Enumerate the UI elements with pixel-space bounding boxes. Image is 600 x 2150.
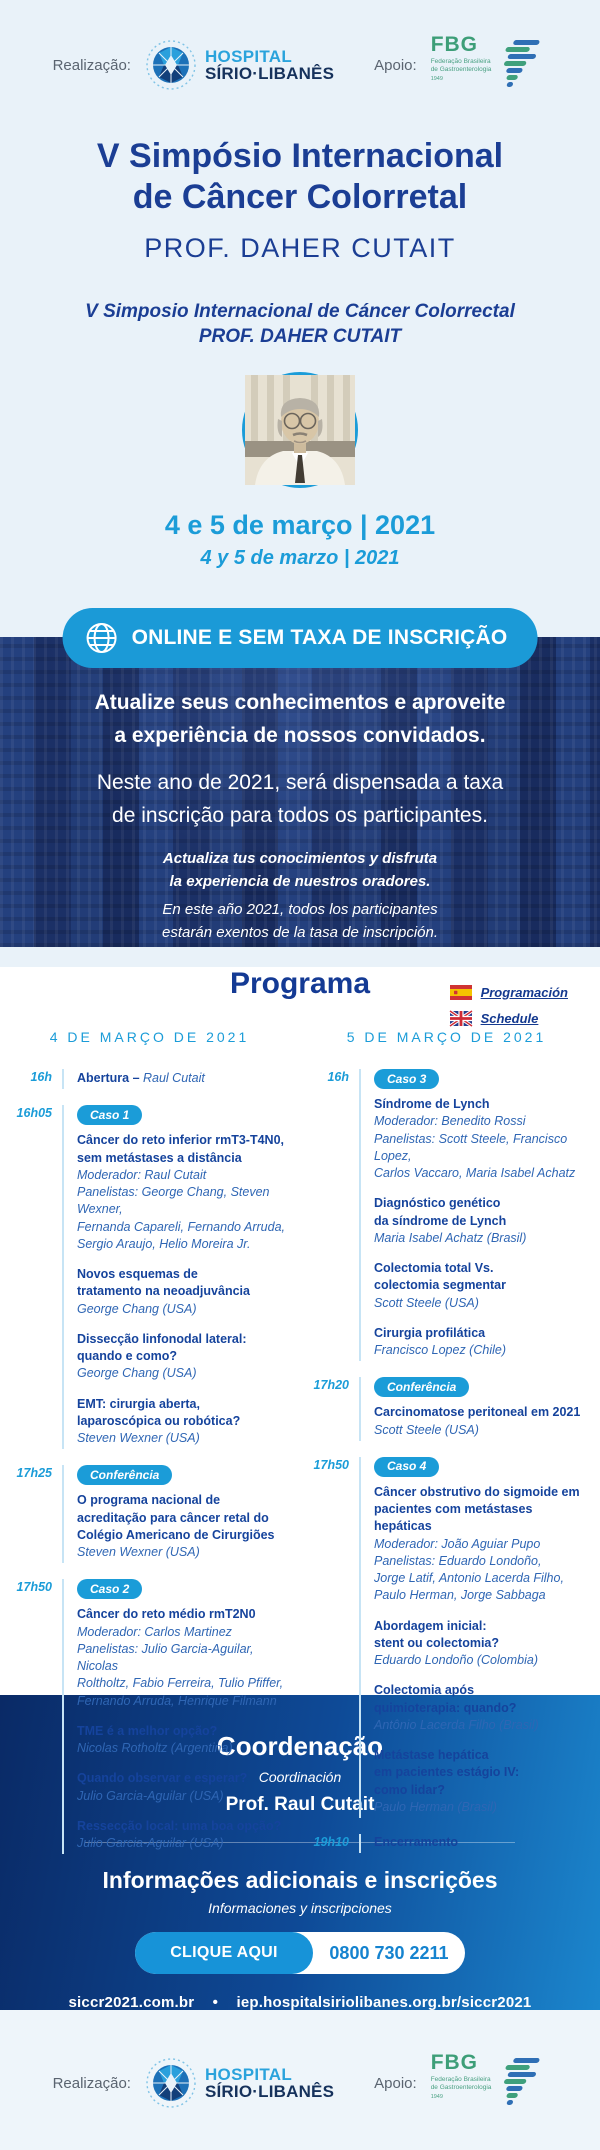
fbg-name-line1: Federação Brasileira [430,57,491,65]
program-bold-line: como lidar? [374,1782,445,1797]
program-bold-line: quando e como? [77,1349,177,1363]
program-italic-line: Roltholtz, Fabio Ferreira, Tulio Pfiffer, [77,1676,284,1691]
fbg-name-line2: de Gastroenterologia [430,2084,492,2092]
program-time: 17h50 [16,1580,52,1595]
program-bold-line: TME é a melhor opção? [77,1723,218,1738]
cta-pill [135,1932,465,1974]
program-bold-line: Carcinomatose peritoneal em 2021 [374,1405,581,1420]
bottom-section [0,2010,600,2150]
program-item-content [359,1834,458,1853]
fbg-year: 1949 [430,2094,443,2101]
portrait-wrap [0,372,600,488]
event-title [0,136,600,219]
program-block [374,1096,586,1182]
program-item-content [62,1465,275,1563]
program-bold-line: Colectomia após [374,1683,475,1698]
program-day2-column [307,1029,586,1870]
program-time: 17h20 [313,1378,349,1393]
hero-pt-bold-line1: Atualize seus conhecimentos e aproveite [94,691,506,714]
fbg-brazil-icon [493,2054,547,2112]
fbg-logo-text-bottom [430,2051,492,2101]
program-bold-line: Câncer obstrutivo do sigmoide em [374,1484,580,1499]
program-italic-line: Scott Steele (USA) [374,1422,479,1437]
program-block [77,1266,289,1318]
fbg-brazil-icon [493,36,547,94]
event-title-es: V Simposio Internacional de Cáncer Colorrectal [85,300,515,322]
program-badge: Caso 4 [374,1457,439,1477]
program-block [374,1682,586,1734]
program-italic-line: Panelistas: George Chang, Steven Wexner, [77,1185,270,1217]
program-line [77,1069,205,1087]
uk-flag-icon [450,1011,472,1026]
clique-aqui-button[interactable] [135,1932,313,1974]
program-bold-line: Diagnóstico genético [374,1196,501,1211]
program-item [307,1457,586,1818]
program-bold-line: quimioterapia: quando? [374,1700,517,1715]
program-bold-line: Síndrome de Lynch [374,1097,490,1111]
hero-es-regular [0,899,600,944]
online-banner-label: ONLINE E SEM TAXA DE INSCRIÇÃO [131,626,508,649]
program-bold-line: em pacientes estágio IV: [374,1765,520,1780]
program-bold-line: Quando observar e esperar? [77,1771,248,1786]
link-programacion[interactable] [450,985,568,1000]
info-title: Informações adicionais e inscrições [102,1867,498,1893]
program-italic-line: Jorge Latif, Antonio Lacerda Filho, [374,1571,564,1585]
program-item [307,1377,586,1441]
program-italic-line: Paulo Herman, Jorge Sabbaga [374,1588,546,1603]
online-banner [63,608,538,668]
hero-es-bold-line2: la experiencia de nuestros oradores. [169,872,431,890]
program-block [374,1260,586,1312]
program-item-content [359,1457,586,1818]
coordination-title: Coordenação [216,1731,384,1761]
program-bold-line: EMT: cirurgia aberta, [77,1396,200,1411]
program-bold-line: Colectomia total Vs. [374,1261,494,1275]
link-programacion-label: Programación [480,985,568,1000]
hero-es-reg-line2: estarán exentos de la tasa de inscripción. [162,923,438,941]
program-italic-line: George Chang (USA) [77,1366,197,1381]
coordination-title-es: Coordinación [258,1769,342,1785]
program-bold-line: sem metástases a distância [77,1150,242,1165]
program-block [374,1195,586,1247]
phone-number: 0800 730 2211 [329,1942,449,1963]
hsl-logo-line1: HOSPITAL [204,46,293,66]
program-bold-line: Ressecção local: uma boa opção? [77,1818,282,1833]
program-italic-line: Francisco Lopez (Chile) [374,1343,506,1357]
fbg-name-line2: de Gastroenterologia [430,66,492,74]
hospital-sirio-libanes-logo [145,39,334,91]
program-italic-text: Raul Cutait [143,1071,205,1085]
program-italic-line: Antônio Lacerda Filho (Brasil) [374,1717,539,1732]
program-bold-line: Câncer do reto inferior rmT3-T4N0, [77,1133,284,1148]
program-block [77,1770,289,1805]
program-italic-line: Fernanda Capareli, Fernando Arruda, [77,1219,285,1234]
program-italic-line: Moderador: Carlos Martinez [77,1624,232,1639]
day1-items [10,1069,289,1854]
program-block [77,1492,275,1561]
program-block [374,1325,586,1360]
hero-es-bold [0,848,600,893]
program-italic-line: Panelistas: Julio Garcia-Aguilar, Nicolas [77,1641,254,1673]
program-italic-line: Julio Garcia-Aguilar (USA) [77,1788,224,1803]
event-title-line2: de Câncer Colorretal [132,178,468,217]
hospital-sirio-libanes-logo-bottom [145,2057,334,2109]
program-item [10,1465,289,1563]
hero-section [0,626,600,947]
hsl-logo-text-bottom [205,2066,334,2101]
prof-daher-cutait-photo [242,372,358,488]
program-italic-line: Steven Wexner (USA) [77,1431,200,1445]
fbg-name [431,2076,492,2092]
program-block [77,1723,289,1758]
program-italic-line: Eduardo Londoño (Colombia) [374,1653,538,1667]
hero-es-reg-line1: En este año 2021, todos los participantes [162,901,438,919]
link-schedule-label: Schedule [480,1011,539,1026]
program-italic-line: Steven Wexner (USA) [77,1545,200,1559]
program-bold-line: Abordagem inicial: [374,1618,487,1633]
program-bold-line: stent ou colectomia? [374,1635,500,1650]
language-links [450,985,568,1026]
program-badge: Conferência [77,1465,172,1485]
hsl-sphere-icon [145,2057,197,2109]
program-time: 16h [30,1070,52,1084]
url-separator-dot: • [212,1994,219,2011]
fbg-name [431,58,492,74]
apoio-label: Apoio: [374,56,417,74]
program-bold-line: da síndrome de Lynch [374,1213,507,1228]
program-block [77,1606,289,1710]
url-iep-hospital[interactable]: iep.hospitalsiriolibanes.org.br/siccr2021 [236,1994,532,2011]
program-block [374,1747,586,1816]
hero-text [0,637,600,944]
realizacao-label: Realização: [52,56,131,74]
program-italic-line: Julio Garcia-Aguilar (USA) [77,1836,224,1850]
program-block [374,1834,458,1851]
link-schedule[interactable] [450,1011,568,1026]
program-italic-line: Panelistas: Scott Steele, Francisco Lopez, [374,1131,568,1163]
hero-pt-reg-line2: de inscrição para todos os participantes. [112,803,488,827]
program-block [77,1818,289,1853]
program-badge: Caso 2 [77,1579,142,1599]
day1-header: 4 DE MARÇO DE 2021 [49,1029,250,1045]
hsl-logo-line2: SÍRIO·LIBANÊS [204,64,335,83]
program-block [374,1484,586,1605]
program-bold-line: Câncer do reto médio rmT2N0 [77,1607,256,1622]
program-bold-line: tratamento na neoadjuvância [77,1284,250,1299]
program-bold-line: Encerramento [374,1835,459,1849]
event-date-pt: 4 e 5 de março | 2021 [164,510,436,541]
partner-logos-row-bottom [0,2010,600,2112]
fbg-acronym: FBG [430,2051,479,2074]
hsl-sphere-icon [145,39,197,91]
coordinator-name: Prof. Raul Cutait [225,1794,375,1815]
program-bold-line: Novos esquemas de [77,1267,198,1281]
program-bold-text: Abertura – [77,1071,143,1085]
program-block [77,1132,289,1253]
program-italic-line: Sergio Araujo, Helio Moreira Jr. [77,1236,251,1251]
program-time: 19h10 [313,1835,349,1849]
program-item [10,1579,289,1854]
hero-es-bold-line1: Actualiza tus conocimientos y disfruta [162,850,438,868]
program-item-content [62,1579,289,1854]
program-block [77,1069,205,1087]
program-bold-line: O programa nacional de [77,1493,221,1508]
hero-pt-reg-line1: Neste ano de 2021, será dispensada a taxa [96,771,504,795]
fbg-acronym: FBG [430,33,479,56]
program-bold-line: colectomia segmentar [374,1278,506,1293]
header-section [0,0,600,637]
apoio-label-bottom: Apoio: [374,2074,417,2092]
program-time: 16h [327,1070,349,1084]
fbg-logo-text [430,33,492,83]
program-bold-line: acreditação para câncer retal do [77,1510,269,1525]
program-title: Programa [229,967,371,1000]
program-block [374,1618,586,1670]
event-subtitle-es: PROF. DAHER CUTAIT [198,326,402,348]
program-block [77,1331,289,1383]
program-italic-line: Scott Steele (USA) [374,1295,479,1310]
program-badge: Conferência [374,1377,469,1397]
program-item [307,1069,586,1361]
program-bold-line: laparoscópica ou robótica? [77,1413,241,1428]
footer-urls [0,1994,600,2011]
info-title-es: Informaciones y inscripciones [208,1900,392,1916]
program-item-content [62,1105,289,1449]
program-bold-line: Cirurgia profilática [374,1325,486,1340]
event-subtitle: PROF. DAHER CUTAIT [144,232,456,263]
program-block [374,1404,580,1439]
realizacao-label-bottom: Realização: [52,2074,131,2092]
url-siccr2021[interactable]: siccr2021.com.br [68,1994,195,2011]
program-italic-line: Carlos Vaccaro, Maria Isabel Achatz [374,1166,576,1180]
clique-aqui-label: CLIQUE AQUI [170,1944,278,1961]
program-italic-line: Panelistas: Eduardo Londoño, [374,1553,542,1568]
event-title-line1: V Simpósio Internacional [96,137,504,175]
day2-header: 5 DE MARÇO DE 2021 [346,1029,547,1045]
hero-pt-bold [0,687,600,752]
program-time: 16h05 [16,1106,52,1121]
event-date-es: 4 y 5 de marzo | 2021 [200,547,400,570]
program-italic-line: Nicolas Rotholtz (Argentina) [77,1741,233,1755]
day2-items [307,1069,586,1853]
program-time: 17h50 [313,1457,349,1472]
program-badge: Caso 1 [77,1105,142,1125]
spain-flag-icon [450,985,472,1000]
program-columns [0,1029,600,1870]
program-block [77,1396,289,1448]
program-italic-line: George Chang (USA) [77,1301,197,1316]
fbg-logo [430,33,548,94]
hsl-logo-line2: SÍRIO·LIBANÊS [204,2082,335,2101]
program-italic-line: Maria Isabel Achatz (Brasil) [374,1230,527,1245]
program-italic-line: Moderador: Benedito Rossi [374,1114,526,1129]
program-bold-line: Dissecção linfonodal lateral: [77,1331,247,1346]
globe-icon [85,621,119,655]
fbg-logo-bottom [430,2051,548,2112]
hero-pt-bold-line2: a experiência de nossos convidados. [114,723,486,747]
hsl-logo-text [205,48,334,83]
program-item [10,1105,289,1449]
program-bold-line: pacientes com metástases hepáticas [374,1502,533,1534]
program-italic-line: Fernando Arruda, Henrique Filmann [77,1693,277,1708]
program-day1-column [10,1029,289,1870]
hsl-logo-line1: HOSPITAL [204,2064,293,2084]
partner-logos-row [0,0,600,94]
hero-pt-regular [0,767,600,832]
program-item-content [62,1069,205,1089]
fbg-year: 1949 [430,76,443,83]
program-item [10,1069,289,1089]
program-item [307,1834,586,1853]
program-time: 17h25 [16,1466,52,1481]
program-italic-line: Moderador: João Aguiar Pupo [374,1536,541,1551]
program-bold-line: Metástase hepática [374,1748,489,1762]
program-badge: Caso 3 [374,1069,439,1089]
portrait-illustration [245,375,355,485]
program-item-content [359,1069,586,1361]
program-italic-line: Moderador: Raul Cutait [77,1167,207,1182]
fbg-name-line1: Federação Brasileira [430,2075,491,2083]
program-item-content [359,1377,580,1441]
program-bold-line: Colégio Americano de Cirurgiões [77,1527,275,1542]
program-italic-line: Paulo Herman (Brasil) [374,1799,497,1814]
